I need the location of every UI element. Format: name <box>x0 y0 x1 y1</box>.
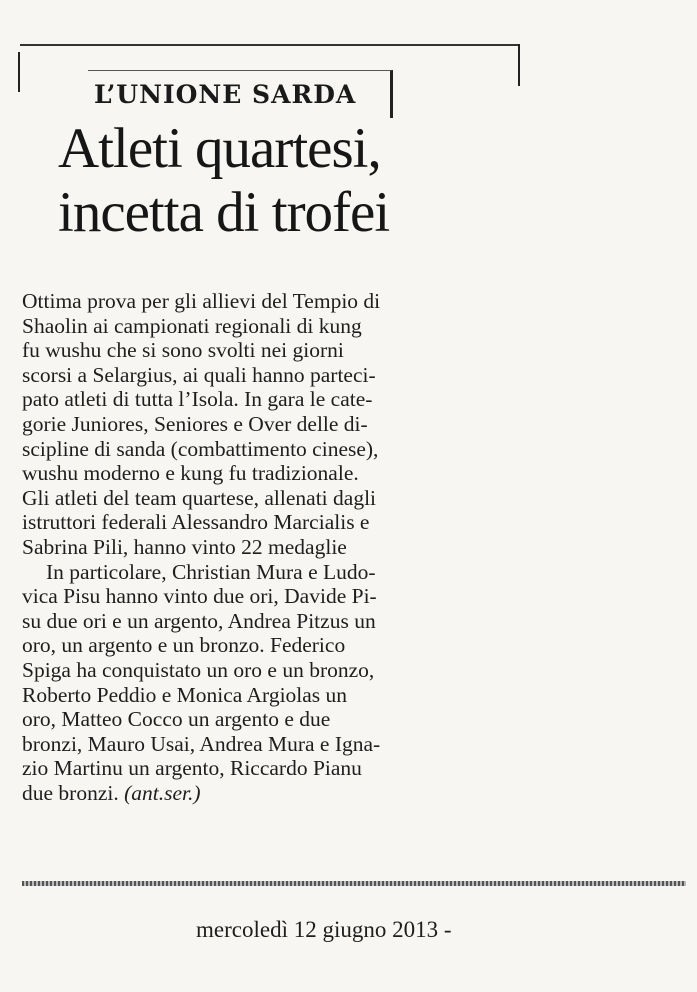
body-line: In particolare, Christian Mura e Ludo- <box>46 559 376 584</box>
article-headline <box>58 117 498 245</box>
body-line: Ottima prova per gli allievi del Tempio di <box>22 289 381 313</box>
body-line: wushu moderno e kung fu tradizionale. <box>22 461 359 486</box>
body-line: oro, un argento e un bronzo. Federico <box>22 633 346 658</box>
body-line: Gli atleti del team quartese, allenati dagli <box>22 485 377 510</box>
clipping-frame-top <box>20 44 518 46</box>
body-line: bronzi, Mauro Usai, Andrea Mura e Igna- <box>22 731 381 756</box>
clipping-frame-left <box>18 52 20 92</box>
body-line: Shaolin ai campionati regionali di kung <box>22 313 362 338</box>
headline-line: incetta di trofei <box>58 181 390 244</box>
body-line: gorie Juniores, Seniores e Over delle di- <box>22 411 368 436</box>
body-line: fu wushu che si sono svolti nei giorni <box>22 338 344 363</box>
clipping-frame-right <box>518 44 520 86</box>
body-line: scipline di sanda (combattimento cinese), <box>22 436 379 461</box>
body-last-line <box>22 781 542 806</box>
author-signature: (ant.ser.) <box>124 780 201 805</box>
body-line: pato atleti di tutta l’Isola. In gara le cate- <box>22 387 373 412</box>
body-line: istruttori federali Alessandro Marcialis e <box>22 510 370 535</box>
body-line: scorsi a Selargius, ai quali hanno parteci- <box>22 362 376 387</box>
headline-line: Atleti quartesi, <box>58 117 381 180</box>
body-line: oro, Matteo Cocco un argento e due <box>22 707 331 732</box>
body-line: Spiga ha conquistato un oro e un bronzo, <box>22 657 375 682</box>
body-line: su due ori e un argento, Andrea Pitzus un <box>22 608 376 633</box>
body-line: zio Martinu un argento, Riccardo Pianu <box>22 756 362 781</box>
newspaper-masthead: L’UNIONE SARDA <box>94 80 357 109</box>
body-text: due bronzi. <box>22 780 119 805</box>
body-line: vica Pisu hanno vinto due ori, Davide Pi- <box>22 584 377 609</box>
footer-rule <box>22 881 686 886</box>
article-body <box>22 289 542 805</box>
body-line: Sabrina Pili, hanno vinto 22 medaglie <box>22 534 347 559</box>
body-line: Roberto Peddio e Monica Argiolas un <box>22 682 348 707</box>
publication-date: mercoledì 12 giugno 2013 - <box>196 917 452 942</box>
